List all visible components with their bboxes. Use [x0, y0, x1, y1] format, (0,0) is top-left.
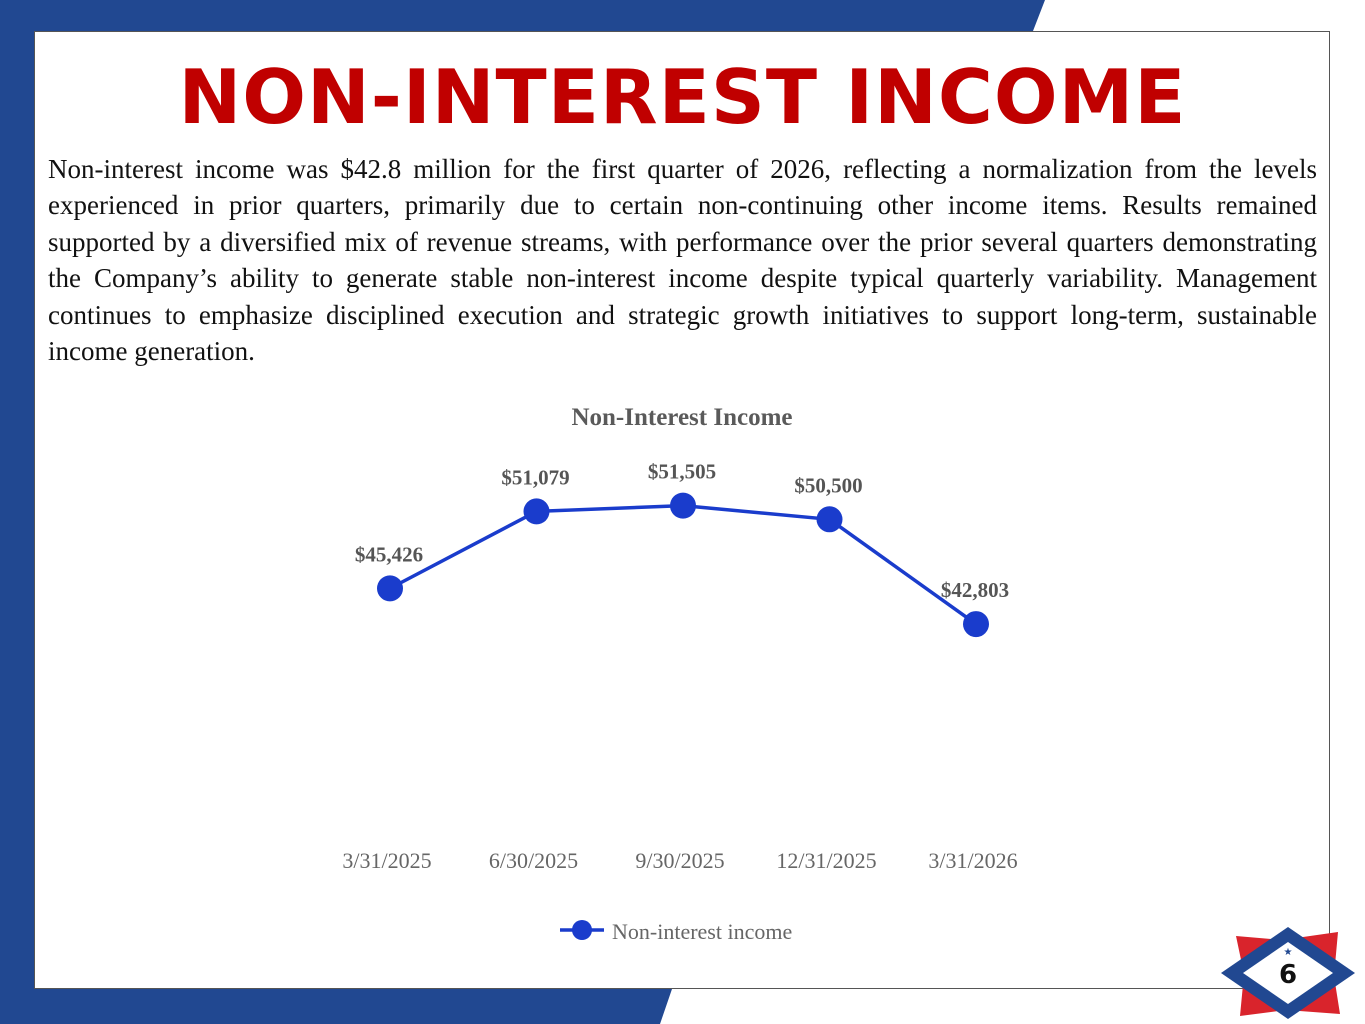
- data-point: [817, 506, 843, 532]
- data-label: $50,500: [794, 473, 863, 498]
- summary-paragraph: Non-interest income was $42.8 million for the first quarter of 2026, reflecting a normalization from the levels experienced in prior quarters, primarily due to certain non-continuing other income items. Results remained supported by a diversified mix of revenue streams, with performance over the prior several quarters demonstrating the Company’s ability to generate stable non-interest income despite typical quarterly variability. Management continues to emphasize disciplined execution and strategic growth initiatives to support long-term, sustainable income generation.: [48, 154, 1317, 367]
- chart-title: Non-Interest Income: [571, 404, 793, 431]
- non-interest-income-chart: [300, 390, 1060, 960]
- x-tick-label: 3/31/2026: [928, 848, 1018, 873]
- series-line: [390, 506, 976, 624]
- legend-label: Non-interest income: [612, 919, 793, 945]
- x-tick-label: 6/30/2025: [488, 848, 579, 873]
- legend-dot-marker: [572, 920, 592, 940]
- data-label: $51,505: [647, 459, 717, 484]
- page-title: NON-INTEREST INCOME: [178, 53, 1187, 141]
- chart-legend: [560, 919, 792, 944]
- data-point: [524, 498, 550, 524]
- data-label: $51,079: [501, 465, 570, 490]
- data-label: $42,803: [940, 578, 1010, 603]
- data-point: [963, 611, 989, 637]
- star-icon: ★: [1283, 947, 1293, 958]
- data-point: [670, 493, 696, 519]
- x-tick-label: 3/31/2025: [342, 848, 432, 873]
- x-axis-ticks: [342, 848, 1017, 873]
- x-tick-label: 12/31/2025: [776, 848, 877, 873]
- data-point: [377, 575, 403, 601]
- data-label: $45,426: [354, 542, 424, 567]
- page-number-badge: [1218, 926, 1358, 1021]
- page-number: 6: [1278, 960, 1298, 990]
- series-group: [355, 460, 1009, 637]
- x-tick-label: 9/30/2025: [635, 848, 725, 873]
